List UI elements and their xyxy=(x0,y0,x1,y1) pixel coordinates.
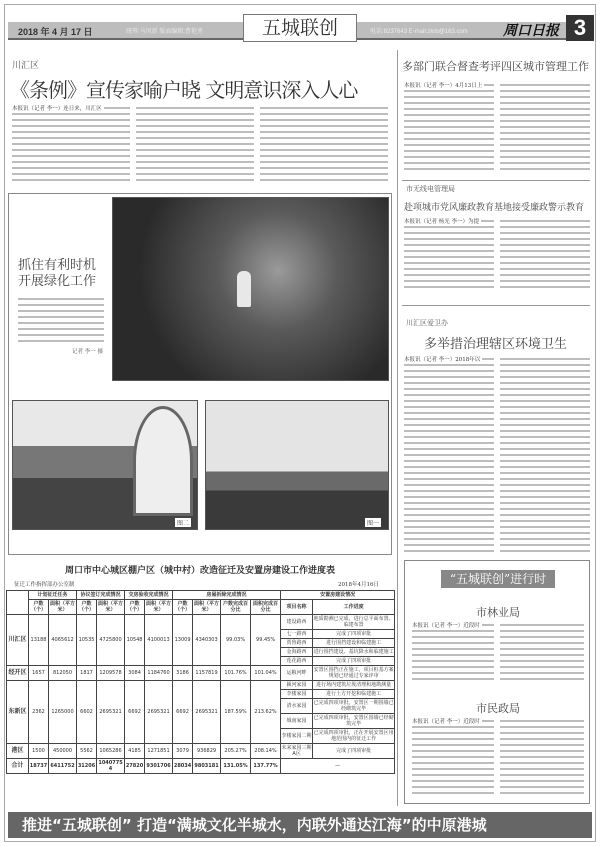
district-cell: 合计 xyxy=(7,759,29,774)
value-cell: 9301706 xyxy=(145,759,173,774)
column-header: 户数完成百分比 xyxy=(221,600,251,615)
progress-table xyxy=(6,590,395,774)
group-header: 计划征迁任务 xyxy=(29,591,77,600)
progress-cell: 完成了四项审批 xyxy=(313,630,395,639)
progress-cell: 进行围挡建设和临建施工 xyxy=(313,639,395,648)
progress-cell: 进行围挡建设、基坑降水和临建施工 xyxy=(313,649,394,655)
lead-text-col1 xyxy=(12,105,130,185)
value-cell: 101.76% xyxy=(221,666,251,681)
divider xyxy=(402,305,590,306)
lead-text-col2 xyxy=(136,105,254,185)
value-cell: 99.03% xyxy=(221,615,251,666)
value-cell: 137.77% xyxy=(251,759,281,774)
value-cell: 101.04% xyxy=(251,666,281,681)
value-cell: 10548 xyxy=(125,615,145,666)
project-cell: 颍河家园 xyxy=(281,681,313,690)
value-cell: 3079 xyxy=(173,744,193,759)
right-text-1a xyxy=(404,82,494,172)
value-cell: 450000 xyxy=(49,744,77,759)
value-cell: 208.14% xyxy=(251,744,281,759)
value-cell: 1184760 xyxy=(145,666,173,681)
headline-line-1: 抓住有利时机 xyxy=(18,258,97,273)
right-headline-1: 多部门联合督查考评四区城市管理工作 xyxy=(402,60,589,73)
civil-text-a xyxy=(412,718,494,798)
group-header: 安置房建设情况 xyxy=(281,591,395,600)
column-header: 户数（个） xyxy=(29,600,49,615)
column-divider xyxy=(397,50,398,806)
forestry-text-a xyxy=(412,622,494,684)
civil-byline: 本报讯（记者 李一）近段时 xyxy=(412,719,480,725)
project-cell: 金海路西 xyxy=(281,648,313,657)
column-header: 户数（个） xyxy=(77,600,97,615)
progress-cell: 地质勘测已完成，进行总平面布置、临建布置 xyxy=(313,616,394,628)
project-cell: — xyxy=(281,759,395,774)
project-cell: 清水家园 xyxy=(281,699,313,714)
lead-byline: 本报讯（记者 李一）连日来，川汇区 xyxy=(12,106,102,112)
right-kicker-3: 川汇区爱卫办 xyxy=(406,319,448,327)
issue-date: 2018 年 4 月 17 日 xyxy=(18,27,93,37)
right-byline-1: 本报讯（记者 李一）4月13日上 xyxy=(404,83,483,89)
project-cell: 李楼家园 xyxy=(281,690,313,699)
photo-credit: 记者 李一 摄 xyxy=(72,349,103,355)
value-cell: 1657 xyxy=(29,666,49,681)
project-cell: 贾鲁路西 xyxy=(281,639,313,648)
table-title: 周口市中心城区棚户区（城中村）改造征迁及安置房建设工作进度表 xyxy=(64,566,335,576)
right-headline-3: 多举措治理辖区环境卫生 xyxy=(424,337,568,352)
progress-cell: 完成了四项审批 xyxy=(313,657,395,666)
value-cell: 1500 xyxy=(29,744,49,759)
column-header: 项目名称 xyxy=(281,600,313,615)
column-header: 户数（个） xyxy=(125,600,145,615)
column-header: 工作进度 xyxy=(313,600,395,615)
photo-park-sign xyxy=(12,400,198,530)
column-header: 面积完成百分比 xyxy=(251,600,281,615)
value-cell: 6602 xyxy=(77,681,97,744)
district-cell: 港区 xyxy=(7,744,29,759)
project-cell: 城南家园 xyxy=(281,714,313,729)
district-cell: 经开区 xyxy=(7,666,29,681)
value-cell: 18737 xyxy=(29,759,49,774)
table-date: 2018年4月16日 xyxy=(338,582,379,588)
value-cell: 2362 xyxy=(29,681,49,744)
value-cell: 3186 xyxy=(173,666,193,681)
item-title-forestry: 市林业局 xyxy=(476,606,520,619)
value-cell: 2695321 xyxy=(97,681,125,744)
value-cell: 28034 xyxy=(173,759,193,774)
value-cell: 31206 xyxy=(77,759,97,774)
value-cell: 1157819 xyxy=(193,666,221,681)
project-cell: 七一路西 xyxy=(281,630,313,639)
right-text-1b xyxy=(500,82,590,172)
corner-cell xyxy=(7,591,29,615)
project-cell: 建设路西 xyxy=(281,615,313,630)
table-row xyxy=(7,615,395,630)
value-cell: 99.45% xyxy=(251,615,281,666)
value-cell: 2695321 xyxy=(193,681,221,744)
table-issuer: 征迁工作指挥部办公室制 xyxy=(14,582,75,588)
value-cell: 1065286 xyxy=(97,744,125,759)
column-header: 户数（个） xyxy=(173,600,193,615)
value-cell: 4340303 xyxy=(193,615,221,666)
value-cell: 9803181 xyxy=(193,759,221,774)
column-header: 面积（平方米） xyxy=(194,601,220,613)
page-number: 3 xyxy=(566,15,594,41)
value-cell: 812050 xyxy=(49,666,77,681)
value-cell: 131.05% xyxy=(221,759,251,774)
group-header: 协议签订完成情况 xyxy=(77,591,125,600)
right-text-3a xyxy=(404,356,494,552)
value-cell: 13188 xyxy=(29,615,49,666)
district-cell: 川汇区 xyxy=(7,615,29,666)
column-header: 面积（平方米） xyxy=(98,601,124,613)
progress-cell: 已完成四项审批，安置区一期围墙已经砌筑完毕 xyxy=(313,700,394,712)
headline-line-2: 开展绿化工作 xyxy=(18,274,97,289)
value-cell: 13009 xyxy=(173,615,193,666)
figure-label-2: 图二 xyxy=(177,520,190,527)
photo-gardener xyxy=(112,197,389,381)
group-header: 房屋拆除完成情况 xyxy=(173,591,281,600)
value-cell: 5562 xyxy=(77,744,97,759)
value-cell: 6411752 xyxy=(49,759,77,774)
civil-text-b xyxy=(500,718,584,798)
value-cell: 936829 xyxy=(193,744,221,759)
table-row xyxy=(7,681,395,690)
forestry-byline: 本报讯（记者 李一）近段时 xyxy=(412,623,480,629)
district-cell: 东新区 xyxy=(7,681,29,744)
value-cell: 6692 xyxy=(125,681,145,744)
value-cell: 2695321 xyxy=(145,681,173,744)
photo-story-headline xyxy=(18,258,96,290)
progress-cell: 已完成四项审批，安置区围墙已经砌筑完毕 xyxy=(313,715,394,727)
progress-tag: “五城联创”进行时 xyxy=(441,570,555,588)
value-cell: 1265000 xyxy=(49,681,77,744)
lead-kicker: 川汇区 xyxy=(12,61,40,71)
project-cell: 莲花路西 xyxy=(281,657,313,666)
value-cell: 4725800 xyxy=(97,615,125,666)
value-cell: 213.62% xyxy=(251,681,281,744)
value-cell: 4185 xyxy=(125,744,145,759)
project-cell: 未来家园三期A区 xyxy=(281,745,312,757)
value-cell: 1209578 xyxy=(97,666,125,681)
item-title-civil-affairs: 市民政局 xyxy=(476,702,520,715)
column-header: 面积（平方米） xyxy=(146,601,172,613)
value-cell: 10535 xyxy=(77,615,97,666)
lead-headline: 《条例》宣传家喻户晓 文明意识深入人心 xyxy=(10,78,358,102)
right-text-2b xyxy=(500,218,590,288)
right-text-3b xyxy=(500,356,590,552)
value-cell: 4100013 xyxy=(145,615,173,666)
project-cell: 运粮河畔 xyxy=(281,666,313,681)
photo-story-caption xyxy=(18,296,104,344)
value-cell: 205.27% xyxy=(221,744,251,759)
table-row xyxy=(7,759,395,774)
value-cell: 3084 xyxy=(125,666,145,681)
newspaper-logo: 周口日报 xyxy=(503,23,559,39)
column-header: 面积（平方米） xyxy=(50,601,76,613)
progress-cell: 已完成四项审批，正在开展安置区用地范围内的征迁工作 xyxy=(313,730,394,742)
value-cell: 27820 xyxy=(125,759,145,774)
photo-field xyxy=(205,400,389,530)
right-byline-3: 本报讯（记者 李一）2018年以 xyxy=(404,357,481,363)
progress-cell: 进行场内建筑垃圾清理和地勘测量 xyxy=(313,681,395,690)
value-cell: 1271851 xyxy=(145,744,173,759)
progress-cell: 完成了四项审批 xyxy=(313,744,395,759)
group-header: 交房验收完成情况 xyxy=(125,591,173,600)
section-title: 五城联创 xyxy=(243,14,357,42)
forestry-text-b xyxy=(500,622,584,684)
value-cell: 6692 xyxy=(173,681,193,744)
right-text-2a xyxy=(404,218,494,288)
table-row xyxy=(7,666,395,681)
right-headline-2: 赴项城市党风廉政教育基地接受廉政警示教育 xyxy=(404,203,585,213)
value-cell: 4065612 xyxy=(49,615,77,666)
contact-info: 电话:8237643 E-mail:zkrb@163.com xyxy=(370,29,468,35)
value-cell: 1817 xyxy=(77,666,97,681)
lead-text-col3 xyxy=(260,105,388,185)
project-cell: 李楼家园二期 xyxy=(281,729,313,744)
bottom-banner: 推进“五城联创” 打造“满城文化半城水，内联外通达江海”的中原港城 xyxy=(8,812,592,838)
sign-board xyxy=(133,406,193,516)
right-kicker-2: 市无线电管理局 xyxy=(406,185,455,193)
value-cell: 10407754 xyxy=(98,760,123,772)
value-cell: 187.59% xyxy=(221,681,251,744)
figure-label-1: 图一 xyxy=(367,520,380,527)
progress-cell: 进行土方开挖和临建施工 xyxy=(313,690,395,699)
table-row xyxy=(7,744,395,759)
progress-cell: 安置区围挡正在施工，项目桩基方案规划已经通过专家评审 xyxy=(313,667,394,679)
right-byline-2: 本报讯（记者 杨光 李一）为提 xyxy=(404,219,479,225)
divider xyxy=(402,180,590,181)
editors: 统筹:马凤新 版面编辑:曹艳勇 xyxy=(126,29,204,35)
